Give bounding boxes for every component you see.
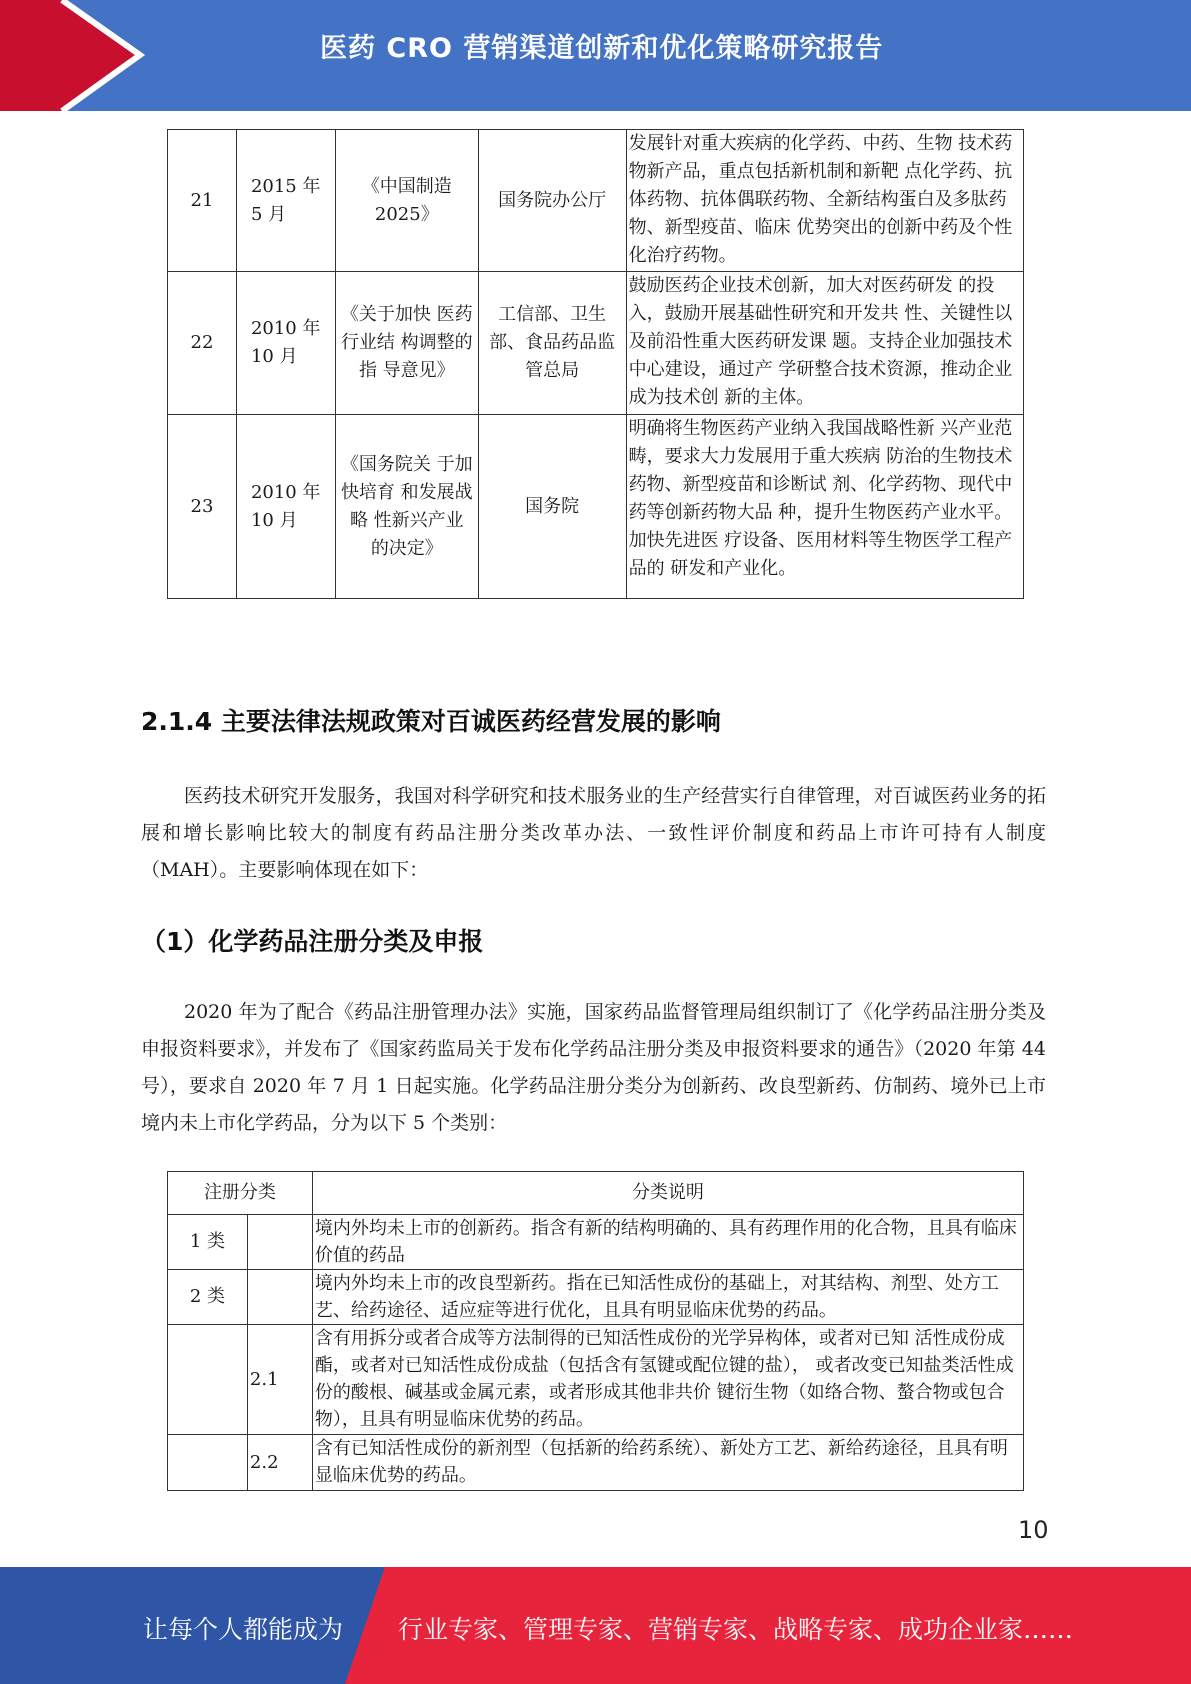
table-header-row bbox=[168, 1172, 1024, 1215]
table-row bbox=[168, 1435, 1024, 1491]
page-header bbox=[0, 0, 1191, 111]
table-row bbox=[168, 415, 1024, 599]
date-year: 2010 年 bbox=[250, 481, 321, 503]
date-month: 10 月 bbox=[250, 346, 298, 367]
page-number: 10 bbox=[1018, 1516, 1049, 1544]
category-cell bbox=[168, 1435, 248, 1491]
date-year: 2010 年 bbox=[250, 318, 321, 339]
category-cell: 1 类 bbox=[168, 1215, 248, 1270]
policy-description: 发展针对重大疾病的化学药、中药、生物 技术药物新产品，重点包括新机制和新靶 点化学药、抗体药物、抗体偶联药物、全新结构蛋白及多肽药物、新型疫苗、临床 优势突出的创新中药及个性化治疗药物。 bbox=[626, 130, 1023, 272]
policy-description: 明确将生物医药产业纳入我国战略性新 兴产业范畴，要求大力发展用于重大疾病 防治的生物技术药物、新型疫苗和诊断试 剂、化学药物、现代中药等创新药物大品 种，提升生物医药产业水平。加快先进医 疗设备、医用材料等生物医学工程产品的 研发和产业化。 bbox=[626, 415, 1023, 599]
policy-title: 《关于加快 医药行业结 构调整的指 导意见》 bbox=[335, 272, 478, 415]
issuer: 国务院 bbox=[478, 415, 626, 599]
table-row bbox=[168, 272, 1024, 415]
report-title: 医药 CRO 营销渠道创新和优化策略研究报告 bbox=[320, 33, 884, 64]
category-cell bbox=[168, 1325, 248, 1435]
date-month: 5 月 bbox=[250, 203, 287, 225]
body-paragraph: 医药技术研究开发服务，我国对科学研究和技术服务业的生产经营实行自律管理，对百诚医药业务的拓展和增长影响比较大的制度有药品注册分类改革办法、一致性评价制度和药品上市许可持有人制度（MAH）。主要影响体现在如下： bbox=[141, 785, 1046, 881]
issuer: 国务院办公厅 bbox=[478, 130, 626, 272]
classification-table bbox=[167, 1171, 1024, 1491]
row-date bbox=[236, 272, 335, 415]
category-cell: 2 类 bbox=[168, 1270, 248, 1325]
policy-title: 《国务院关 于加快培育 和发展战略 性新兴产业 的决定》 bbox=[335, 415, 478, 599]
category-description: 含有用拆分或者合成等方法制得的已知活性成份的光学异构体，或者对已知 活性成份成酯，或者对已知活性成份成盐（包括含有氢键或配位键的盐）， 或者改变已知盐类活性成份的酸根、碱基或金属元素，或者形成其他非共价 键衍生物（如络合物、螯合物或包合物），且具有明显临床优势的药品。 bbox=[312, 1325, 1023, 1435]
category-description: 境内外均未上市的改良型新药。指在已知活性成份的基础上，对其结构、剂型、处方工艺、给药途径、适应症等进行优化，且具有明显临床优势的药品。 bbox=[312, 1270, 1023, 1325]
subsection-heading: （1）化学药品注册分类及申报 bbox=[141, 927, 484, 956]
section-heading: 2.1.4 主要法律法规政策对百诚医药经营发展的影响 bbox=[141, 707, 721, 736]
header-description: 分类说明 bbox=[312, 1172, 1023, 1215]
subcategory-cell bbox=[247, 1215, 312, 1270]
category-description: 境内外均未上市的创新药。指含有新的结构明确的、具有药理作用的化合物，且具有临床价值的药品 bbox=[312, 1215, 1023, 1270]
footer-slogan-right: 行业专家、管理专家、营销专家、战略专家、成功企业家…… bbox=[398, 1615, 1074, 1644]
row-number: 21 bbox=[168, 130, 237, 272]
footer-slogan-left: 让每个人都能成为 bbox=[143, 1615, 344, 1644]
table-row bbox=[168, 1270, 1024, 1325]
row-number: 22 bbox=[168, 272, 237, 415]
row-date bbox=[236, 130, 335, 272]
table-row bbox=[168, 130, 1024, 272]
header-category: 注册分类 bbox=[168, 1172, 313, 1215]
category-description: 含有已知活性成份的新剂型（包括新的给药系统）、新处方工艺、新给药途径，且具有明显临床优势的药品。 bbox=[312, 1435, 1023, 1491]
row-date bbox=[236, 415, 335, 599]
policy-description: 鼓励医药企业技术创新，加大对医药研发 的投入，鼓励开展基础性研究和开发共 性、关键性以及前沿性重大医药研发课 题。支持企业加强技术中心建设，通过产 学研整合技术资源，推动企业成为技术创 新的主体。 bbox=[626, 272, 1023, 415]
subcategory-cell bbox=[247, 1270, 312, 1325]
row-number: 23 bbox=[168, 415, 237, 599]
date-month: 10 月 bbox=[250, 509, 298, 531]
subcategory-cell: 2.2 bbox=[247, 1435, 312, 1491]
body-paragraph: 2020 年为了配合《药品注册管理办法》实施，国家药品监督管理局组织制订了《化学药品注册分类及申报资料要求》，并发布了《国家药监局关于发布化学药品注册分类及申报资料要求的通告》（2020 年第 44 号），要求自 2020 年 7 月 1 日起实施。化学药品注册分类分为创新药、改良型新药、仿制药、境外已上市境内未上市化学药品，分为以下 5 个类别： bbox=[141, 1001, 1046, 1134]
date-year: 2015 年 bbox=[250, 175, 321, 197]
policy-table bbox=[167, 129, 1024, 599]
table-row bbox=[168, 1215, 1024, 1270]
table-row bbox=[168, 1325, 1024, 1435]
policy-title: 《中国制造 2025》 bbox=[335, 130, 478, 272]
subcategory-cell: 2.1 bbox=[247, 1325, 312, 1435]
issuer: 工信部、卫生部、食品药品监管总局 bbox=[478, 272, 626, 415]
